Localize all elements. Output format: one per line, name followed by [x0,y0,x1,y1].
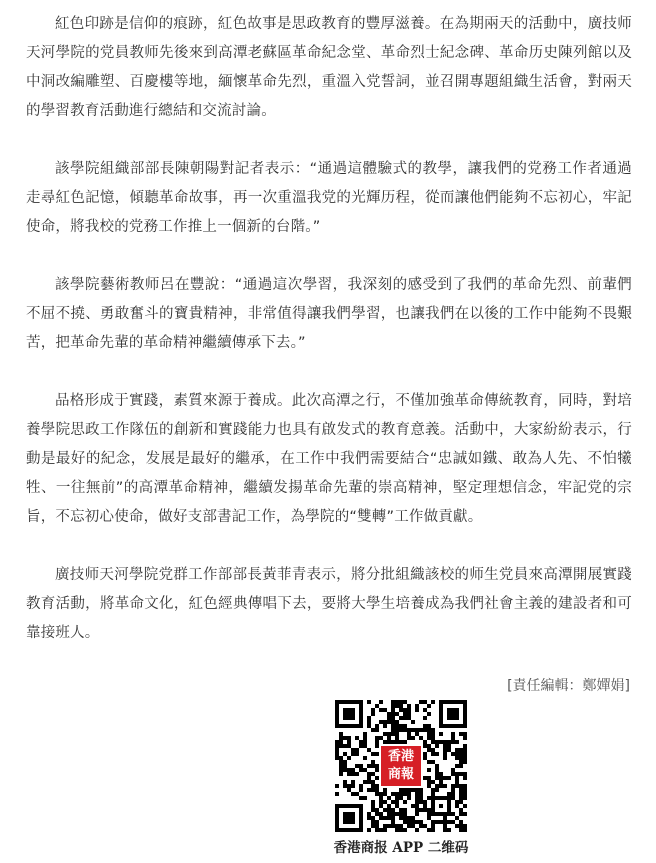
logo-line-1: 香港 [387,749,414,764]
paragraph-3: 該學院藝術教师呂在豐說：“通過這次學習，我深刻的感受到了我們的革命先烈、前輩們不屈不撓、勇敢奮斗的寶貴精神，非常值得讓我們學習，也讓我們在以後的工作中能夠不畏艱苦，把革命先輩的革命精神繼續傳承下去。” [26,277,632,351]
editor-credit: [責任編輯：鄭嬋娟] [507,678,630,694]
article-body [26,10,632,677]
qr-code[interactable] [335,700,467,832]
qr-code-block [332,700,470,856]
logo-line-2: 商報 [387,767,414,782]
paragraph-2: 該學院組織部部長陳朝陽對記者表示：“通過這體驗式的教學，讓我們的党務工作者通過走尋紅色記憶，傾聽革命故事，再一次重溫我党的光輝历程，從而讓他們能夠不忘初心，牢記使命，將我校的党務工作推上一個新的台階。” [26,161,632,235]
qr-caption: 香港商报 APP 二维码 [333,840,469,856]
paragraph-1: 紅色印跡是信仰的痕跡，紅色故事是思政教育的豐厚滋養。在為期兩天的活動中，廣技师天河學院的党員教师先後來到高潭老蘇區革命紀念堂、革命烈士紀念碑、革命历史陳列館以及中洞改編雕塑、百慶樓等地，緬懷革命先烈，重溫入党誓詞，並召開專題組織生活會，對兩天的學習教育活動進行總結和交流討論。 [26,16,632,119]
paragraph-5: 廣技师天河學院党群工作部部長黃菲青表示，將分批組織該校的师生党員來高潭開展實踐教育活動，將革命文化，紅色經典傳唱下去，要將大學生培養成為我們社會主義的建設者和可靠接班人。 [26,567,632,641]
hkcd-logo [379,744,423,788]
paragraph-4: 品格形成于實踐，素質來源于養成。此次高潭之行，不僅加強革命傳統教育，同時，對培養學院思政工作隊伍的創新和實踐能力也具有啟发式的教育意義。活動中，大家紛紛表示，行動是最好的紀念，发展是最好的繼承，在工作中我們需要結合“忠誠如鐵、敢為人先、不怕犧牲、一往無前”的高潭革命精神，繼續发揚革命先輩的崇高精神，堅定理想信念，牢記党的宗旨，不忘初心使命，做好支部書記工作，為學院的“雙轉”工作做貢獻。 [26,393,632,525]
